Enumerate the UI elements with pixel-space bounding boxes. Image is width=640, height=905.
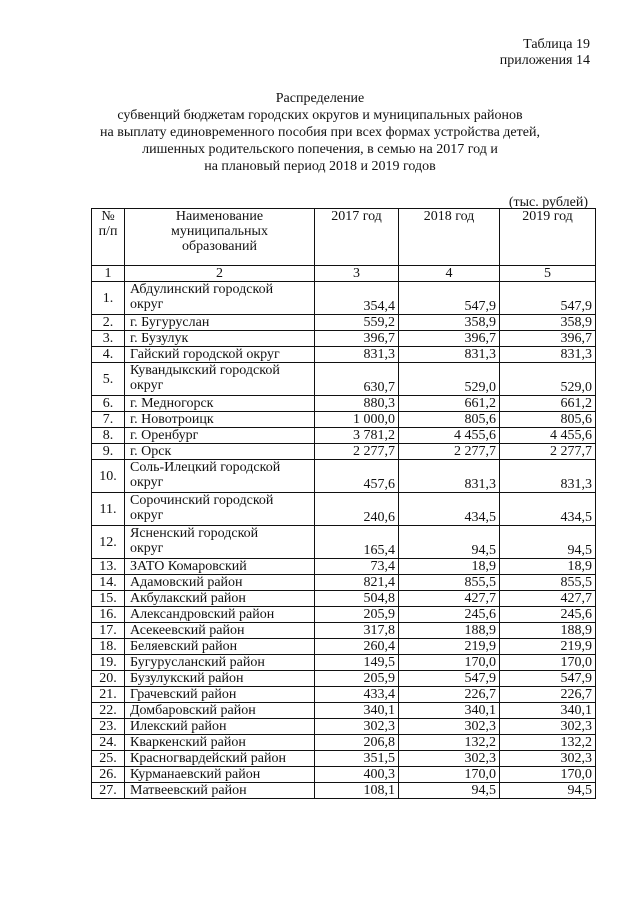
municipality-name bbox=[125, 396, 315, 412]
name-line: Гайский городской округ bbox=[130, 347, 280, 362]
name-line: г. Новотроицк bbox=[130, 412, 214, 427]
value-2019: 547,9 bbox=[500, 282, 596, 315]
value-2019: 358,9 bbox=[500, 315, 596, 331]
name-line: г. Медногорск bbox=[130, 396, 214, 411]
name-line: Красногвардейский район bbox=[130, 751, 286, 766]
municipality-name bbox=[125, 460, 315, 493]
name-line: г. Оренбург bbox=[130, 428, 199, 443]
row-number: 2. bbox=[92, 315, 125, 331]
row-number: 15. bbox=[92, 591, 125, 607]
table-row bbox=[92, 735, 596, 751]
municipality-name bbox=[125, 607, 315, 623]
table-row bbox=[92, 526, 596, 559]
municipality-name bbox=[125, 751, 315, 767]
value-2019: 547,9 bbox=[500, 671, 596, 687]
table-row bbox=[92, 623, 596, 639]
value-2019: 529,0 bbox=[500, 363, 596, 396]
name-line: Акбулакский район bbox=[130, 591, 246, 606]
row-number: 26. bbox=[92, 767, 125, 783]
row-number: 3. bbox=[92, 331, 125, 347]
municipality-name bbox=[125, 735, 315, 751]
title-line: на плановый период 2018 и 2019 годов bbox=[204, 159, 436, 174]
municipality-name bbox=[125, 526, 315, 559]
name-line: Грачевский район bbox=[130, 687, 237, 702]
row-number: 8. bbox=[92, 428, 125, 444]
municipality-name bbox=[125, 639, 315, 655]
row-number: 21. bbox=[92, 687, 125, 703]
row-number: 20. bbox=[92, 671, 125, 687]
value-2018: 4 455,6 bbox=[399, 428, 500, 444]
table-row bbox=[92, 396, 596, 412]
table-header-row bbox=[92, 209, 596, 266]
title-line: субвенций бюджетам городских округов и муниципальных районов bbox=[117, 108, 523, 123]
value-2019: 219,9 bbox=[500, 639, 596, 655]
table-row bbox=[92, 655, 596, 671]
value-2017: 3 781,2 bbox=[315, 428, 399, 444]
index-cell: 1 bbox=[92, 266, 125, 282]
name-line: округ bbox=[130, 541, 164, 556]
row-number: 24. bbox=[92, 735, 125, 751]
table-row bbox=[92, 363, 596, 396]
value-2018: 529,0 bbox=[399, 363, 500, 396]
municipality-name bbox=[125, 671, 315, 687]
value-2018: 831,3 bbox=[399, 460, 500, 493]
value-2018: 226,7 bbox=[399, 687, 500, 703]
row-number: 11. bbox=[92, 493, 125, 526]
name-line: Матвеевский район bbox=[130, 783, 247, 798]
value-2017: 165,4 bbox=[315, 526, 399, 559]
table-row bbox=[92, 671, 596, 687]
row-number: 17. bbox=[92, 623, 125, 639]
row-number: 23. bbox=[92, 719, 125, 735]
row-number: 25. bbox=[92, 751, 125, 767]
table-row bbox=[92, 412, 596, 428]
name-line: Домбаровский район bbox=[130, 703, 256, 718]
value-2019: 340,1 bbox=[500, 703, 596, 719]
row-number: 6. bbox=[92, 396, 125, 412]
municipality-name bbox=[125, 703, 315, 719]
row-number: 22. bbox=[92, 703, 125, 719]
municipality-name bbox=[125, 591, 315, 607]
name-line: Илекский район bbox=[130, 719, 227, 734]
value-2017: 205,9 bbox=[315, 607, 399, 623]
value-2019: 94,5 bbox=[500, 783, 596, 799]
value-2017: 351,5 bbox=[315, 751, 399, 767]
name-line: округ bbox=[130, 378, 164, 393]
value-2017: 340,1 bbox=[315, 703, 399, 719]
value-2019: 427,7 bbox=[500, 591, 596, 607]
name-line: округ bbox=[130, 508, 164, 523]
value-2018: 94,5 bbox=[399, 526, 500, 559]
table-row bbox=[92, 331, 596, 347]
table-row bbox=[92, 347, 596, 363]
col-header-2019: 2019 год bbox=[500, 209, 596, 266]
value-2017: 2 277,7 bbox=[315, 444, 399, 460]
value-2017: 396,7 bbox=[315, 331, 399, 347]
value-2017: 317,8 bbox=[315, 623, 399, 639]
index-cell: 4 bbox=[399, 266, 500, 282]
title-line: Распределение bbox=[275, 91, 365, 106]
table-row bbox=[92, 767, 596, 783]
value-2019: 805,6 bbox=[500, 412, 596, 428]
col-header-2017: 2017 год bbox=[315, 209, 399, 266]
name-line: Ясненский городской bbox=[130, 526, 259, 541]
value-2018: 427,7 bbox=[399, 591, 500, 607]
value-2018: 2 277,7 bbox=[399, 444, 500, 460]
unit-label: (тыс. рублей) bbox=[508, 195, 588, 210]
name-line: Бугурусланский район bbox=[130, 655, 265, 670]
value-2019: 302,3 bbox=[500, 751, 596, 767]
value-2017: 149,5 bbox=[315, 655, 399, 671]
value-2018: 358,9 bbox=[399, 315, 500, 331]
municipality-name bbox=[125, 282, 315, 315]
name-line: округ bbox=[130, 475, 164, 490]
municipality-name bbox=[125, 767, 315, 783]
row-number: 13. bbox=[92, 559, 125, 575]
value-2018: 396,7 bbox=[399, 331, 500, 347]
value-2018: 302,3 bbox=[399, 719, 500, 735]
value-2019: 4 455,6 bbox=[500, 428, 596, 444]
name-line: г. Орск bbox=[130, 444, 172, 459]
value-2018: 245,6 bbox=[399, 607, 500, 623]
value-2019: 226,7 bbox=[500, 687, 596, 703]
appendix-header bbox=[500, 37, 590, 69]
value-2018: 132,2 bbox=[399, 735, 500, 751]
col-header-name: Наименование муниципальных образований bbox=[125, 209, 315, 266]
value-2019: 2 277,7 bbox=[500, 444, 596, 460]
table-row bbox=[92, 687, 596, 703]
title-line: лишенных родительского попечения, в семью на 2017 год и bbox=[142, 142, 498, 157]
table-row bbox=[92, 703, 596, 719]
value-2019: 661,2 bbox=[500, 396, 596, 412]
name-line: Александровский район bbox=[130, 607, 275, 622]
name-line: Кваркенский район bbox=[130, 735, 246, 750]
value-2018: 188,9 bbox=[399, 623, 500, 639]
row-number: 1. bbox=[92, 282, 125, 315]
row-number: 27. bbox=[92, 783, 125, 799]
col-header-number: № п/п bbox=[92, 209, 125, 266]
row-number: 10. bbox=[92, 460, 125, 493]
municipality-name bbox=[125, 719, 315, 735]
row-number: 16. bbox=[92, 607, 125, 623]
row-number: 4. bbox=[92, 347, 125, 363]
value-2018: 434,5 bbox=[399, 493, 500, 526]
value-2018: 547,9 bbox=[399, 282, 500, 315]
value-2017: 73,4 bbox=[315, 559, 399, 575]
index-cell: 5 bbox=[500, 266, 596, 282]
name-line: Адамовский район bbox=[130, 575, 243, 590]
value-2019: 170,0 bbox=[500, 767, 596, 783]
row-number: 12. bbox=[92, 526, 125, 559]
municipality-name bbox=[125, 575, 315, 591]
value-2017: 1 000,0 bbox=[315, 412, 399, 428]
table-number: Таблица 19 bbox=[523, 37, 590, 52]
table-row bbox=[92, 444, 596, 460]
name-line: округ bbox=[130, 297, 164, 312]
value-2019: 302,3 bbox=[500, 719, 596, 735]
value-2017: 504,8 bbox=[315, 591, 399, 607]
value-2019: 170,0 bbox=[500, 655, 596, 671]
index-cell: 2 bbox=[125, 266, 315, 282]
table-row bbox=[92, 783, 596, 799]
appendix-number: приложения 14 bbox=[499, 53, 590, 68]
municipality-name bbox=[125, 347, 315, 363]
row-number: 7. bbox=[92, 412, 125, 428]
value-2017: 880,3 bbox=[315, 396, 399, 412]
table-row bbox=[92, 591, 596, 607]
table-row bbox=[92, 639, 596, 655]
value-2018: 18,9 bbox=[399, 559, 500, 575]
municipality-name bbox=[125, 687, 315, 703]
value-2017: 630,7 bbox=[315, 363, 399, 396]
value-2019: 831,3 bbox=[500, 347, 596, 363]
name-line: Соль-Илецкий городской bbox=[130, 460, 281, 475]
name-line: г. Бузулук bbox=[130, 331, 189, 346]
subsidy-table bbox=[91, 208, 596, 799]
index-cell: 3 bbox=[315, 266, 399, 282]
municipality-name bbox=[125, 783, 315, 799]
name-line: Асекеевский район bbox=[130, 623, 245, 638]
value-2018: 661,2 bbox=[399, 396, 500, 412]
municipality-name bbox=[125, 412, 315, 428]
municipality-name bbox=[125, 493, 315, 526]
value-2018: 302,3 bbox=[399, 751, 500, 767]
municipality-name bbox=[125, 331, 315, 347]
title-line: на выплату единовременного пособия при всех формах устройства детей, bbox=[100, 125, 540, 140]
value-2018: 170,0 bbox=[399, 655, 500, 671]
table-row bbox=[92, 460, 596, 493]
name-line: Абдулинский городской bbox=[130, 282, 274, 297]
value-2017: 240,6 bbox=[315, 493, 399, 526]
table-row bbox=[92, 428, 596, 444]
value-2018: 855,5 bbox=[399, 575, 500, 591]
value-2017: 400,3 bbox=[315, 767, 399, 783]
name-line: Курманаевский район bbox=[130, 767, 261, 782]
municipality-name bbox=[125, 428, 315, 444]
value-2019: 188,9 bbox=[500, 623, 596, 639]
value-2019: 132,2 bbox=[500, 735, 596, 751]
value-2017: 831,3 bbox=[315, 347, 399, 363]
value-2017: 433,4 bbox=[315, 687, 399, 703]
name-line: Бузулукский район bbox=[130, 671, 244, 686]
municipality-name bbox=[125, 363, 315, 396]
row-number: 5. bbox=[92, 363, 125, 396]
value-2019: 855,5 bbox=[500, 575, 596, 591]
row-number: 9. bbox=[92, 444, 125, 460]
table-row bbox=[92, 719, 596, 735]
value-2018: 831,3 bbox=[399, 347, 500, 363]
municipality-name bbox=[125, 623, 315, 639]
value-2018: 170,0 bbox=[399, 767, 500, 783]
value-2017: 354,4 bbox=[315, 282, 399, 315]
col-header-2018: 2018 год bbox=[399, 209, 500, 266]
document-title bbox=[0, 90, 640, 175]
value-2019: 245,6 bbox=[500, 607, 596, 623]
table-row bbox=[92, 282, 596, 315]
column-index-row bbox=[92, 266, 596, 282]
value-2018: 805,6 bbox=[399, 412, 500, 428]
name-line: Кувандыкский городской bbox=[130, 363, 280, 378]
value-2017: 559,2 bbox=[315, 315, 399, 331]
value-2017: 457,6 bbox=[315, 460, 399, 493]
value-2017: 205,9 bbox=[315, 671, 399, 687]
municipality-name bbox=[125, 559, 315, 575]
name-line: Сорочинский городской bbox=[130, 493, 274, 508]
value-2017: 206,8 bbox=[315, 735, 399, 751]
value-2017: 260,4 bbox=[315, 639, 399, 655]
value-2018: 94,5 bbox=[399, 783, 500, 799]
value-2019: 18,9 bbox=[500, 559, 596, 575]
table-row bbox=[92, 607, 596, 623]
value-2019: 831,3 bbox=[500, 460, 596, 493]
row-number: 19. bbox=[92, 655, 125, 671]
table-row bbox=[92, 493, 596, 526]
name-line: ЗАТО Комаровский bbox=[130, 559, 247, 574]
value-2018: 219,9 bbox=[399, 639, 500, 655]
value-2017: 108,1 bbox=[315, 783, 399, 799]
value-2018: 547,9 bbox=[399, 671, 500, 687]
table-row bbox=[92, 751, 596, 767]
row-number: 14. bbox=[92, 575, 125, 591]
municipality-name bbox=[125, 444, 315, 460]
table-row bbox=[92, 559, 596, 575]
value-2017: 821,4 bbox=[315, 575, 399, 591]
value-2019: 434,5 bbox=[500, 493, 596, 526]
value-2019: 396,7 bbox=[500, 331, 596, 347]
municipality-name bbox=[125, 655, 315, 671]
value-2017: 302,3 bbox=[315, 719, 399, 735]
table-row bbox=[92, 575, 596, 591]
municipality-name bbox=[125, 315, 315, 331]
value-2018: 340,1 bbox=[399, 703, 500, 719]
table-row bbox=[92, 315, 596, 331]
value-2019: 94,5 bbox=[500, 526, 596, 559]
row-number: 18. bbox=[92, 639, 125, 655]
name-line: Беляевский район bbox=[130, 639, 238, 654]
name-line: г. Бугуруслан bbox=[130, 315, 210, 330]
